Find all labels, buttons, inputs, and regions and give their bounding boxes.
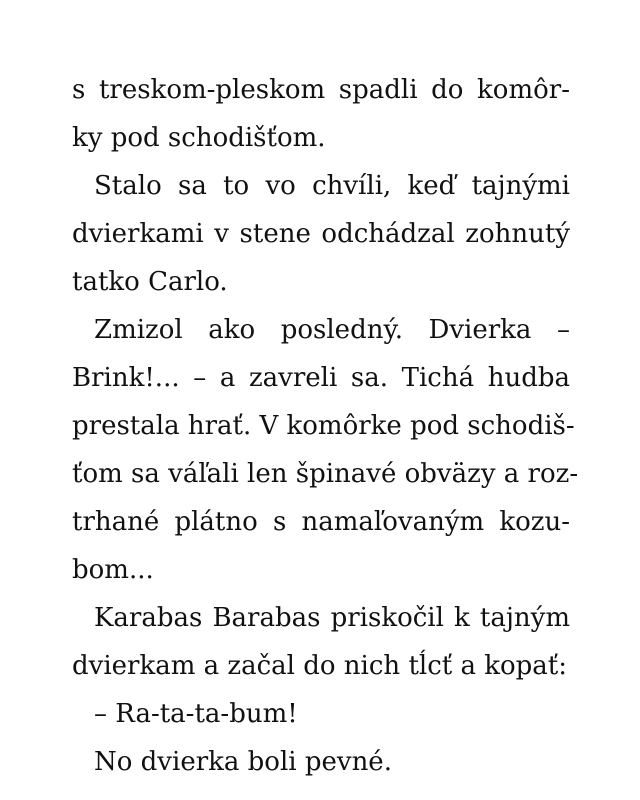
text-line: bom... (72, 555, 154, 585)
paragraph (72, 162, 570, 306)
text-line: ky pod schodišťom. (72, 123, 326, 153)
book-page-text (72, 66, 579, 786)
text-line: Stalo sa to vo chvíli, keď tajnými (94, 171, 570, 201)
text-line: tatko Carlo. (72, 267, 228, 297)
text-line: Zmizol ako posledný. Dvierka – (94, 315, 570, 345)
paragraph (72, 306, 579, 594)
text-line: No dvierka boli pevné. (94, 747, 392, 777)
text-line: dvierkami v stene odchádzal zohnutý (72, 219, 570, 249)
paragraph (72, 738, 570, 786)
paragraph (72, 594, 570, 690)
text-line: dvierkam a začal do nich tĺcť a kopať: (72, 651, 568, 681)
text-line: trhané plátno s namaľovaným kozu- (72, 507, 570, 537)
paragraph (72, 690, 570, 738)
text-line: – Ra-ta-ta-bum! (94, 699, 298, 729)
text-line: ťom sa váľali len špinavé obväzy a roz- (72, 459, 579, 489)
text-line: Karabas Barabas priskočil k tajným (94, 603, 570, 633)
text-line: Brink!... – a zavreli sa. Tichá hudba (72, 363, 570, 393)
paragraph (72, 66, 570, 162)
text-line: s treskom-pleskom spadli do komôr- (72, 75, 570, 105)
text-line: prestala hrať. V komôrke pod schodiš- (72, 411, 575, 441)
